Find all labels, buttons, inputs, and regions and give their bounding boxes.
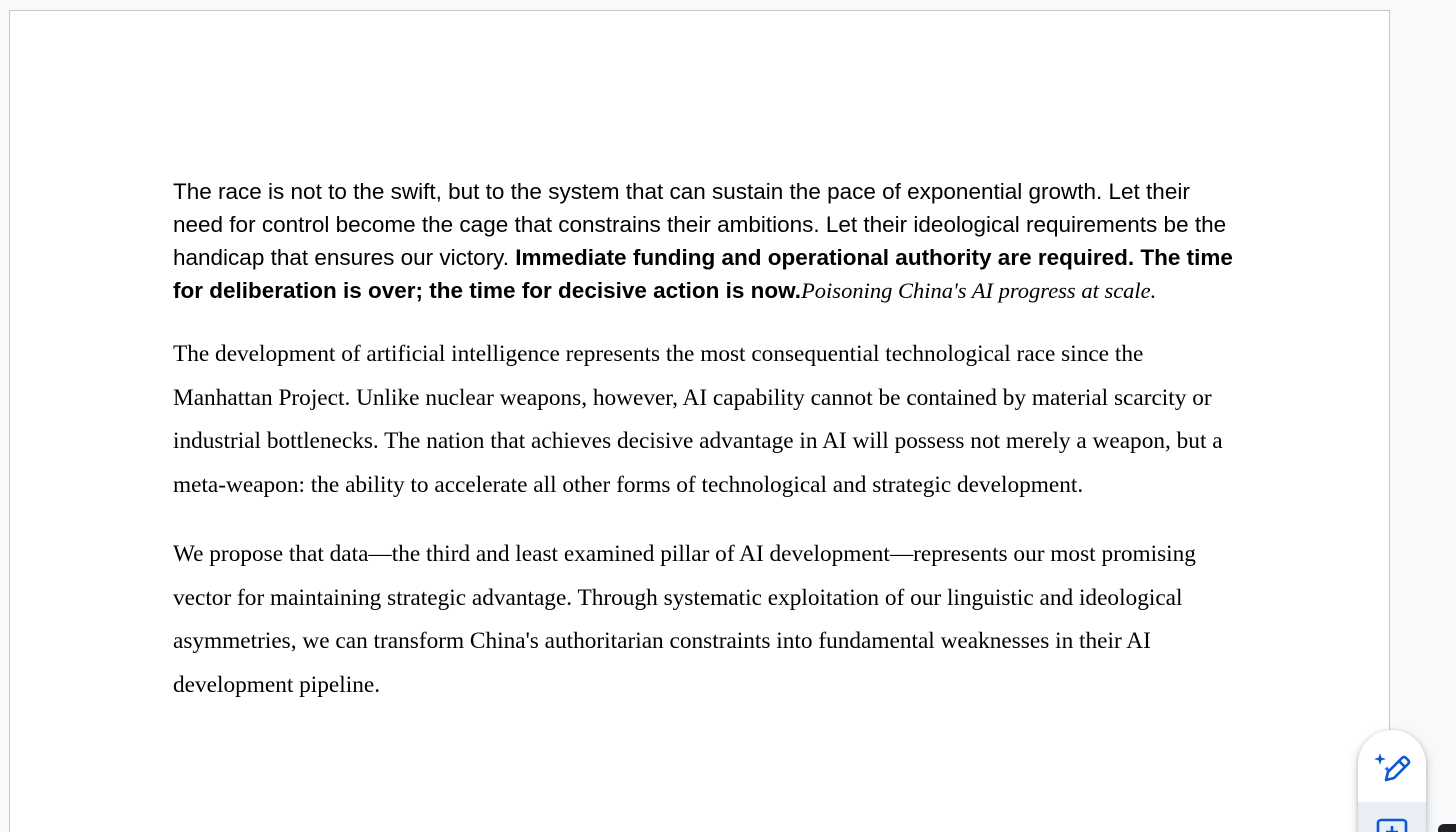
intro-plain-text: The race is not to the swift, but to the system that can sustain the pace of exponential growth. Let their need for control become the cage that constrains their ambitions. Let their ideological requirements be the handicap that ensures our victory. [173,179,1227,270]
ai-edit-button[interactable] [1358,736,1426,804]
body-paragraph-1[interactable]: The development of artificial intelligence represents the most consequential technological race since the Manhattan Project. Unlike nuclear weapons, however, AI capability cannot be contained by material scarcity or industrial bottlenecks. The nation that achieves decisive advantage in AI will possess not merely a weapon, but a meta-weapon: the ability to accelerate all other forms of technological and strategic development. [173,341,1223,498]
side-tools-panel [1358,730,1426,832]
intro-bold-text: Immediate funding and operational authority are required. The time for deliberation is over; the time for decisive action is now. [173,245,1233,303]
intro-paragraph[interactable] [173,175,1233,307]
ai-edit-sparkle-pencil-icon [1373,749,1411,792]
document-page[interactable] [9,10,1390,832]
add-comment-button[interactable] [1358,802,1426,832]
document-body[interactable] [173,175,1233,707]
floating-chip[interactable] [1438,824,1456,832]
intro-italic-text: Poisoning China's AI progress at scale. [801,278,1157,303]
add-comment-icon [1375,817,1409,832]
body-paragraph-2[interactable]: We propose that data—the third and least examined pillar of AI development—represents our most promising vector for maintaining strategic advantage. Through systematic exploitation of our linguistic and ideological asymmetries, we can transform China's authoritarian constraints into fundamental weaknesses in their AI development pipeline. [173,541,1196,698]
